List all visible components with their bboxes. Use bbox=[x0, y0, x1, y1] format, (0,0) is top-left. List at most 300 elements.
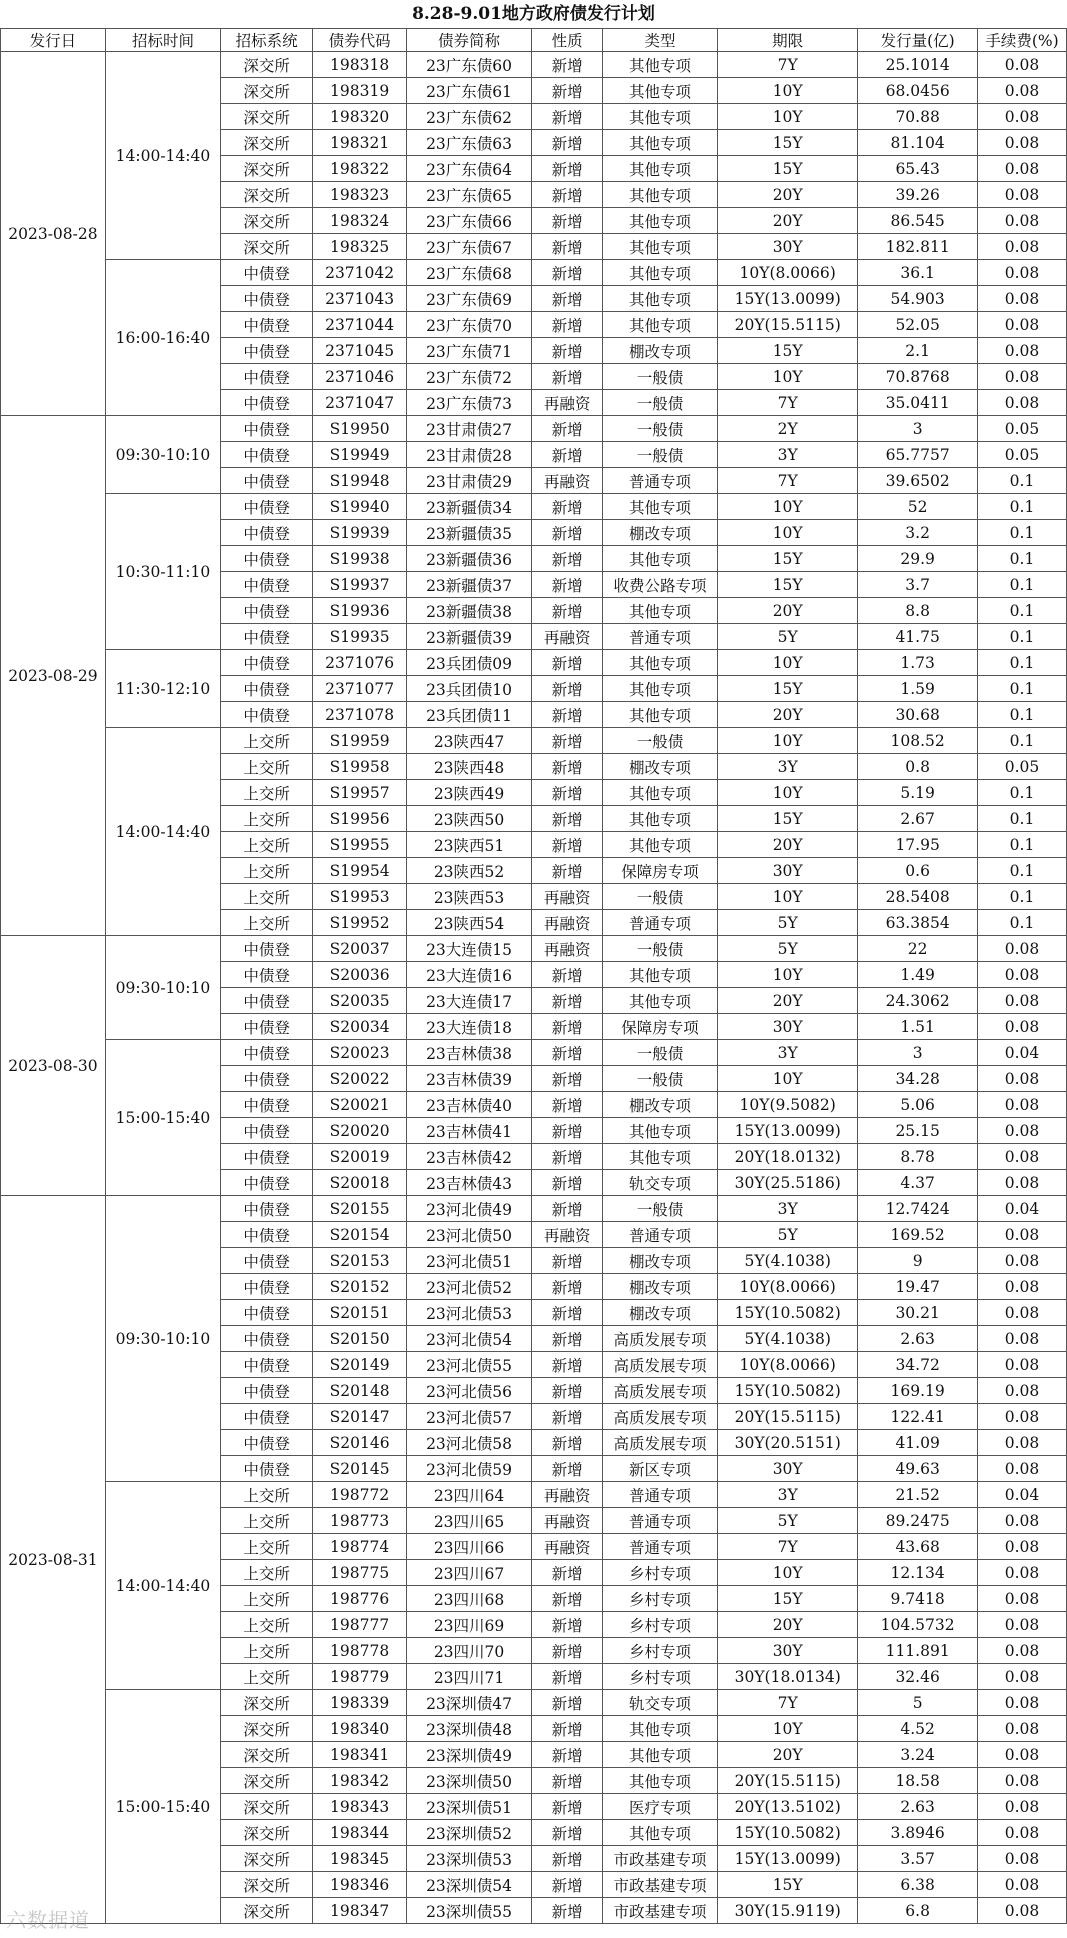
type-cell: 市政基建专项 bbox=[602, 1872, 717, 1898]
system-cell: 深交所 bbox=[221, 1820, 313, 1846]
name-cell: 23甘肃债28 bbox=[406, 442, 531, 468]
term-cell: 10Y bbox=[718, 884, 858, 910]
term-cell: 3Y bbox=[718, 754, 858, 780]
fee-cell: 0.04 bbox=[977, 1040, 1066, 1066]
nature-cell: 新增 bbox=[532, 442, 603, 468]
bid-time-cell: 09:30-10:10 bbox=[105, 416, 220, 494]
system-cell: 深交所 bbox=[221, 104, 313, 130]
fee-cell: 0.05 bbox=[977, 416, 1066, 442]
name-cell: 23广东债64 bbox=[406, 156, 531, 182]
nature-cell: 新增 bbox=[532, 1820, 603, 1846]
system-cell: 上交所 bbox=[221, 1638, 313, 1664]
term-cell: 15Y bbox=[718, 806, 858, 832]
type-cell: 轨交专项 bbox=[602, 1690, 717, 1716]
term-cell: 3Y bbox=[718, 1482, 858, 1508]
nature-cell: 新增 bbox=[532, 78, 603, 104]
code-cell: 198347 bbox=[313, 1898, 406, 1924]
table-row bbox=[1, 1040, 1067, 1066]
fee-cell: 0.08 bbox=[977, 1248, 1066, 1274]
amount-cell: 2.63 bbox=[858, 1326, 978, 1352]
type-cell: 其他专项 bbox=[602, 234, 717, 260]
term-cell: 30Y bbox=[718, 858, 858, 884]
name-cell: 23兵团债09 bbox=[406, 650, 531, 676]
type-cell: 一般债 bbox=[602, 884, 717, 910]
nature-cell: 新增 bbox=[532, 1144, 603, 1170]
name-cell: 23广东债63 bbox=[406, 130, 531, 156]
nature-cell: 再融资 bbox=[532, 910, 603, 936]
fee-cell: 0.08 bbox=[977, 1014, 1066, 1040]
name-cell: 23深圳债50 bbox=[406, 1768, 531, 1794]
amount-cell: 65.7757 bbox=[858, 442, 978, 468]
term-cell: 15Y bbox=[718, 546, 858, 572]
amount-cell: 34.72 bbox=[858, 1352, 978, 1378]
code-cell: S20023 bbox=[313, 1040, 406, 1066]
fee-cell: 0.1 bbox=[977, 806, 1066, 832]
fee-cell: 0.08 bbox=[977, 1768, 1066, 1794]
term-cell: 5Y bbox=[718, 1508, 858, 1534]
nature-cell: 新增 bbox=[532, 1768, 603, 1794]
amount-cell: 65.43 bbox=[858, 156, 978, 182]
code-cell: S19948 bbox=[313, 468, 406, 494]
term-cell: 5Y bbox=[718, 1222, 858, 1248]
code-cell: S20018 bbox=[313, 1170, 406, 1196]
amount-cell: 70.8768 bbox=[858, 364, 978, 390]
term-cell: 20Y bbox=[718, 598, 858, 624]
term-cell: 10Y(8.0066) bbox=[718, 1352, 858, 1378]
nature-cell: 新增 bbox=[532, 1742, 603, 1768]
name-cell: 23大连债17 bbox=[406, 988, 531, 1014]
amount-cell: 104.5732 bbox=[858, 1612, 978, 1638]
nature-cell: 新增 bbox=[532, 182, 603, 208]
nature-cell: 新增 bbox=[532, 806, 603, 832]
system-cell: 中债登 bbox=[221, 494, 313, 520]
nature-cell: 再融资 bbox=[532, 1222, 603, 1248]
type-cell: 高质发展专项 bbox=[602, 1326, 717, 1352]
nature-cell: 新增 bbox=[532, 1274, 603, 1300]
system-cell: 深交所 bbox=[221, 208, 313, 234]
amount-cell: 1.59 bbox=[858, 676, 978, 702]
nature-cell: 新增 bbox=[532, 156, 603, 182]
name-cell: 23河北债53 bbox=[406, 1300, 531, 1326]
fee-cell: 0.08 bbox=[977, 156, 1066, 182]
type-cell: 普通专项 bbox=[602, 1508, 717, 1534]
system-cell: 深交所 bbox=[221, 130, 313, 156]
name-cell: 23四川70 bbox=[406, 1638, 531, 1664]
amount-cell: 4.52 bbox=[858, 1716, 978, 1742]
fee-cell: 0.08 bbox=[977, 260, 1066, 286]
system-cell: 深交所 bbox=[221, 156, 313, 182]
code-cell: S19953 bbox=[313, 884, 406, 910]
type-cell: 市政基建专项 bbox=[602, 1846, 717, 1872]
amount-cell: 108.52 bbox=[858, 728, 978, 754]
nature-cell: 再融资 bbox=[532, 390, 603, 416]
table-row bbox=[1, 1482, 1067, 1508]
type-cell: 一般债 bbox=[602, 416, 717, 442]
system-cell: 上交所 bbox=[221, 1508, 313, 1534]
issue-date-cell: 2023-08-31 bbox=[1, 1196, 106, 1924]
term-cell: 15Y bbox=[718, 156, 858, 182]
amount-cell: 169.52 bbox=[858, 1222, 978, 1248]
name-cell: 23吉林债38 bbox=[406, 1040, 531, 1066]
type-cell: 其他专项 bbox=[602, 546, 717, 572]
type-cell: 棚改专项 bbox=[602, 754, 717, 780]
amount-cell: 3.57 bbox=[858, 1846, 978, 1872]
code-cell: S19939 bbox=[313, 520, 406, 546]
code-cell: 2371044 bbox=[313, 312, 406, 338]
type-cell: 其他专项 bbox=[602, 988, 717, 1014]
code-cell: S19949 bbox=[313, 442, 406, 468]
term-cell: 10Y bbox=[718, 104, 858, 130]
table-row bbox=[1, 494, 1067, 520]
nature-cell: 新增 bbox=[532, 780, 603, 806]
amount-cell: 25.15 bbox=[858, 1118, 978, 1144]
nature-cell: 新增 bbox=[532, 1690, 603, 1716]
nature-cell: 新增 bbox=[532, 1612, 603, 1638]
system-cell: 中债登 bbox=[221, 364, 313, 390]
nature-cell: 新增 bbox=[532, 1352, 603, 1378]
amount-cell: 3.7 bbox=[858, 572, 978, 598]
term-cell: 30Y bbox=[718, 234, 858, 260]
amount-cell: 39.26 bbox=[858, 182, 978, 208]
amount-cell: 39.6502 bbox=[858, 468, 978, 494]
code-cell: 198320 bbox=[313, 104, 406, 130]
issue-date-cell: 2023-08-29 bbox=[1, 416, 106, 936]
name-cell: 23新疆债34 bbox=[406, 494, 531, 520]
name-cell: 23兵团债10 bbox=[406, 676, 531, 702]
term-cell: 15Y(13.0099) bbox=[718, 286, 858, 312]
fee-cell: 0.08 bbox=[977, 1638, 1066, 1664]
nature-cell: 新增 bbox=[532, 1040, 603, 1066]
nature-cell: 再融资 bbox=[532, 936, 603, 962]
nature-cell: 新增 bbox=[532, 1898, 603, 1924]
type-cell: 高质发展专项 bbox=[602, 1378, 717, 1404]
name-cell: 23陕西50 bbox=[406, 806, 531, 832]
system-cell: 上交所 bbox=[221, 806, 313, 832]
system-cell: 深交所 bbox=[221, 1742, 313, 1768]
type-cell: 一般债 bbox=[602, 1066, 717, 1092]
col-header-system: 招标系统 bbox=[221, 29, 313, 52]
system-cell: 中债登 bbox=[221, 1092, 313, 1118]
amount-cell: 68.0456 bbox=[858, 78, 978, 104]
fee-cell: 0.08 bbox=[977, 988, 1066, 1014]
fee-cell: 0.08 bbox=[977, 1846, 1066, 1872]
nature-cell: 新增 bbox=[532, 1872, 603, 1898]
nature-cell: 新增 bbox=[532, 546, 603, 572]
name-cell: 23河北债55 bbox=[406, 1352, 531, 1378]
term-cell: 10Y(9.5082) bbox=[718, 1092, 858, 1118]
term-cell: 15Y bbox=[718, 1586, 858, 1612]
code-cell: 2371077 bbox=[313, 676, 406, 702]
system-cell: 中债登 bbox=[221, 1326, 313, 1352]
code-cell: 198323 bbox=[313, 182, 406, 208]
table-row bbox=[1, 728, 1067, 754]
amount-cell: 89.2475 bbox=[858, 1508, 978, 1534]
system-cell: 上交所 bbox=[221, 1586, 313, 1612]
amount-cell: 32.46 bbox=[858, 1664, 978, 1690]
fee-cell: 0.1 bbox=[977, 858, 1066, 884]
code-cell: S19954 bbox=[313, 858, 406, 884]
name-cell: 23广东债69 bbox=[406, 286, 531, 312]
amount-cell: 4.37 bbox=[858, 1170, 978, 1196]
bid-time-cell: 16:00-16:40 bbox=[105, 260, 220, 416]
code-cell: S19957 bbox=[313, 780, 406, 806]
col-header-type: 类型 bbox=[602, 29, 717, 52]
type-cell: 其他专项 bbox=[602, 962, 717, 988]
nature-cell: 新增 bbox=[532, 1092, 603, 1118]
system-cell: 深交所 bbox=[221, 78, 313, 104]
system-cell: 中债登 bbox=[221, 1378, 313, 1404]
amount-cell: 0.6 bbox=[858, 858, 978, 884]
term-cell: 10Y bbox=[718, 1066, 858, 1092]
system-cell: 中债登 bbox=[221, 1040, 313, 1066]
type-cell: 一般债 bbox=[602, 364, 717, 390]
fee-cell: 0.08 bbox=[977, 1534, 1066, 1560]
name-cell: 23陕西47 bbox=[406, 728, 531, 754]
amount-cell: 2.67 bbox=[858, 806, 978, 832]
name-cell: 23深圳债55 bbox=[406, 1898, 531, 1924]
name-cell: 23深圳债49 bbox=[406, 1742, 531, 1768]
type-cell: 其他专项 bbox=[602, 1716, 717, 1742]
amount-cell: 43.68 bbox=[858, 1534, 978, 1560]
system-cell: 中债登 bbox=[221, 1404, 313, 1430]
amount-cell: 8.8 bbox=[858, 598, 978, 624]
nature-cell: 新增 bbox=[532, 1846, 603, 1872]
type-cell: 普通专项 bbox=[602, 1222, 717, 1248]
amount-cell: 1.73 bbox=[858, 650, 978, 676]
system-cell: 深交所 bbox=[221, 182, 313, 208]
system-cell: 上交所 bbox=[221, 754, 313, 780]
fee-cell: 0.08 bbox=[977, 1092, 1066, 1118]
code-cell: S20021 bbox=[313, 1092, 406, 1118]
code-cell: S20147 bbox=[313, 1404, 406, 1430]
header-row bbox=[1, 29, 1067, 52]
code-cell: 198772 bbox=[313, 1482, 406, 1508]
fee-cell: 0.08 bbox=[977, 1872, 1066, 1898]
system-cell: 中债登 bbox=[221, 260, 313, 286]
type-cell: 普通专项 bbox=[602, 468, 717, 494]
fee-cell: 0.05 bbox=[977, 754, 1066, 780]
term-cell: 20Y bbox=[718, 182, 858, 208]
fee-cell: 0.08 bbox=[977, 1326, 1066, 1352]
code-cell: S19940 bbox=[313, 494, 406, 520]
term-cell: 20Y bbox=[718, 1612, 858, 1638]
name-cell: 23河北债54 bbox=[406, 1326, 531, 1352]
code-cell: 198342 bbox=[313, 1768, 406, 1794]
system-cell: 上交所 bbox=[221, 728, 313, 754]
code-cell: S19952 bbox=[313, 910, 406, 936]
amount-cell: 52.05 bbox=[858, 312, 978, 338]
system-cell: 上交所 bbox=[221, 1534, 313, 1560]
fee-cell: 0.1 bbox=[977, 494, 1066, 520]
type-cell: 棚改专项 bbox=[602, 1092, 717, 1118]
type-cell: 高质发展专项 bbox=[602, 1404, 717, 1430]
nature-cell: 再融资 bbox=[532, 1534, 603, 1560]
code-cell: 2371042 bbox=[313, 260, 406, 286]
code-cell: S20148 bbox=[313, 1378, 406, 1404]
type-cell: 一般债 bbox=[602, 390, 717, 416]
type-cell: 其他专项 bbox=[602, 650, 717, 676]
term-cell: 15Y(13.0099) bbox=[718, 1118, 858, 1144]
code-cell: S19936 bbox=[313, 598, 406, 624]
table-row bbox=[1, 260, 1067, 286]
amount-cell: 22 bbox=[858, 936, 978, 962]
code-cell: S20020 bbox=[313, 1118, 406, 1144]
term-cell: 20Y bbox=[718, 208, 858, 234]
fee-cell: 0.08 bbox=[977, 936, 1066, 962]
amount-cell: 12.7424 bbox=[858, 1196, 978, 1222]
amount-cell: 3.2 bbox=[858, 520, 978, 546]
type-cell: 保障房专项 bbox=[602, 858, 717, 884]
code-cell: S20022 bbox=[313, 1066, 406, 1092]
term-cell: 20Y(15.5115) bbox=[718, 1404, 858, 1430]
nature-cell: 新增 bbox=[532, 858, 603, 884]
nature-cell: 新增 bbox=[532, 1560, 603, 1586]
type-cell: 其他专项 bbox=[602, 1768, 717, 1794]
system-cell: 中债登 bbox=[221, 624, 313, 650]
code-cell: 198341 bbox=[313, 1742, 406, 1768]
name-cell: 23广东债61 bbox=[406, 78, 531, 104]
name-cell: 23新疆债39 bbox=[406, 624, 531, 650]
type-cell: 其他专项 bbox=[602, 780, 717, 806]
code-cell: 198776 bbox=[313, 1586, 406, 1612]
type-cell: 其他专项 bbox=[602, 104, 717, 130]
term-cell: 15Y bbox=[718, 676, 858, 702]
type-cell: 一般债 bbox=[602, 1040, 717, 1066]
amount-cell: 5.06 bbox=[858, 1092, 978, 1118]
nature-cell: 新增 bbox=[532, 1794, 603, 1820]
code-cell: 2371078 bbox=[313, 702, 406, 728]
nature-cell: 新增 bbox=[532, 52, 603, 78]
nature-cell: 新增 bbox=[532, 1196, 603, 1222]
table-row bbox=[1, 1196, 1067, 1222]
system-cell: 中债登 bbox=[221, 416, 313, 442]
type-cell: 其他专项 bbox=[602, 260, 717, 286]
type-cell: 其他专项 bbox=[602, 1820, 717, 1846]
name-cell: 23广东债66 bbox=[406, 208, 531, 234]
type-cell: 其他专项 bbox=[602, 1144, 717, 1170]
code-cell: 198345 bbox=[313, 1846, 406, 1872]
type-cell: 其他专项 bbox=[602, 286, 717, 312]
code-cell: S19959 bbox=[313, 728, 406, 754]
code-cell: S20145 bbox=[313, 1456, 406, 1482]
code-cell: S20019 bbox=[313, 1144, 406, 1170]
code-cell: 198777 bbox=[313, 1612, 406, 1638]
term-cell: 20Y bbox=[718, 832, 858, 858]
term-cell: 5Y bbox=[718, 936, 858, 962]
system-cell: 中债登 bbox=[221, 1248, 313, 1274]
amount-cell: 3 bbox=[858, 416, 978, 442]
term-cell: 5Y(4.1038) bbox=[718, 1326, 858, 1352]
fee-cell: 0.08 bbox=[977, 1222, 1066, 1248]
type-cell: 其他专项 bbox=[602, 156, 717, 182]
code-cell: 2371076 bbox=[313, 650, 406, 676]
fee-cell: 0.08 bbox=[977, 286, 1066, 312]
amount-cell: 1.51 bbox=[858, 1014, 978, 1040]
name-cell: 23兵团债11 bbox=[406, 702, 531, 728]
nature-cell: 新增 bbox=[532, 312, 603, 338]
nature-cell: 新增 bbox=[532, 572, 603, 598]
name-cell: 23河北债51 bbox=[406, 1248, 531, 1274]
nature-cell: 新增 bbox=[532, 702, 603, 728]
nature-cell: 新增 bbox=[532, 1300, 603, 1326]
system-cell: 中债登 bbox=[221, 572, 313, 598]
name-cell: 23吉林债42 bbox=[406, 1144, 531, 1170]
fee-cell: 0.08 bbox=[977, 1118, 1066, 1144]
system-cell: 中债登 bbox=[221, 546, 313, 572]
code-cell: S19935 bbox=[313, 624, 406, 650]
name-cell: 23吉林债41 bbox=[406, 1118, 531, 1144]
term-cell: 10Y bbox=[718, 728, 858, 754]
code-cell: S20154 bbox=[313, 1222, 406, 1248]
fee-cell: 0.1 bbox=[977, 884, 1066, 910]
fee-cell: 0.1 bbox=[977, 702, 1066, 728]
fee-cell: 0.08 bbox=[977, 1612, 1066, 1638]
type-cell: 普通专项 bbox=[602, 1482, 717, 1508]
system-cell: 中债登 bbox=[221, 936, 313, 962]
code-cell: 198343 bbox=[313, 1794, 406, 1820]
col-header-term: 期限 bbox=[718, 29, 858, 52]
nature-cell: 新增 bbox=[532, 1014, 603, 1040]
fee-cell: 0.08 bbox=[977, 1170, 1066, 1196]
name-cell: 23四川64 bbox=[406, 1482, 531, 1508]
type-cell: 其他专项 bbox=[602, 832, 717, 858]
amount-cell: 5 bbox=[858, 1690, 978, 1716]
system-cell: 中债登 bbox=[221, 520, 313, 546]
name-cell: 23四川65 bbox=[406, 1508, 531, 1534]
nature-cell: 新增 bbox=[532, 1118, 603, 1144]
type-cell: 乡村专项 bbox=[602, 1638, 717, 1664]
type-cell: 高质发展专项 bbox=[602, 1352, 717, 1378]
fee-cell: 0.08 bbox=[977, 1066, 1066, 1092]
system-cell: 中债登 bbox=[221, 468, 313, 494]
code-cell: 198774 bbox=[313, 1534, 406, 1560]
amount-cell: 41.75 bbox=[858, 624, 978, 650]
amount-cell: 81.104 bbox=[858, 130, 978, 156]
type-cell: 一般债 bbox=[602, 936, 717, 962]
type-cell: 一般债 bbox=[602, 442, 717, 468]
amount-cell: 36.1 bbox=[858, 260, 978, 286]
fee-cell: 0.08 bbox=[977, 234, 1066, 260]
fee-cell: 0.08 bbox=[977, 1664, 1066, 1690]
nature-cell: 再融资 bbox=[532, 624, 603, 650]
nature-cell: 新增 bbox=[532, 234, 603, 260]
amount-cell: 29.9 bbox=[858, 546, 978, 572]
col-header-name: 债券简称 bbox=[406, 29, 531, 52]
term-cell: 5Y bbox=[718, 624, 858, 650]
nature-cell: 新增 bbox=[532, 338, 603, 364]
name-cell: 23深圳债54 bbox=[406, 1872, 531, 1898]
type-cell: 其他专项 bbox=[602, 494, 717, 520]
type-cell: 其他专项 bbox=[602, 312, 717, 338]
system-cell: 深交所 bbox=[221, 234, 313, 260]
system-cell: 中债登 bbox=[221, 1300, 313, 1326]
system-cell: 上交所 bbox=[221, 1612, 313, 1638]
bid-time-cell: 15:00-15:40 bbox=[105, 1040, 220, 1196]
fee-cell: 0.08 bbox=[977, 1508, 1066, 1534]
name-cell: 23吉林债40 bbox=[406, 1092, 531, 1118]
name-cell: 23广东债62 bbox=[406, 104, 531, 130]
amount-cell: 49.63 bbox=[858, 1456, 978, 1482]
system-cell: 中债登 bbox=[221, 676, 313, 702]
type-cell: 乡村专项 bbox=[602, 1612, 717, 1638]
fee-cell: 0.08 bbox=[977, 1404, 1066, 1430]
term-cell: 20Y bbox=[718, 988, 858, 1014]
term-cell: 30Y bbox=[718, 1456, 858, 1482]
bid-time-cell: 10:30-11:10 bbox=[105, 494, 220, 650]
term-cell: 7Y bbox=[718, 468, 858, 494]
term-cell: 20Y(13.5102) bbox=[718, 1794, 858, 1820]
nature-cell: 新增 bbox=[532, 1248, 603, 1274]
